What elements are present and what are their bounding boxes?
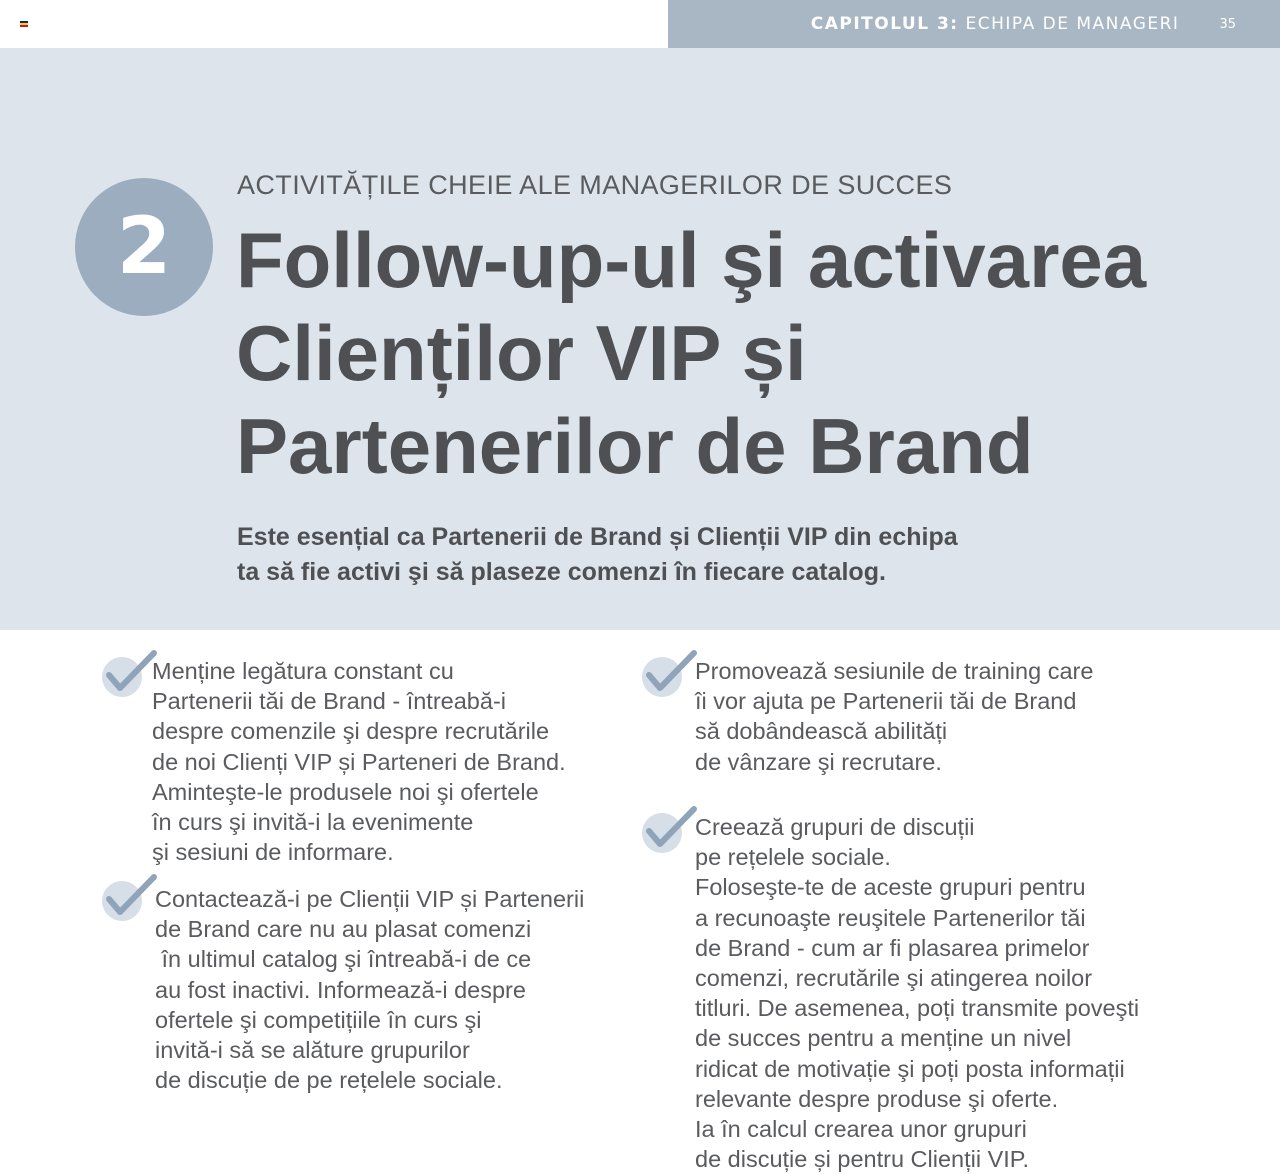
item-line: şi sesiuni de informare. (152, 839, 394, 866)
item-line: Creează grupuri de discuții (695, 814, 975, 840)
item-line: a recunoaşte reuşitele Partenerilor tăi (695, 904, 1086, 931)
title-line: Partenerilor de Brand (236, 402, 1034, 490)
item-line: ridicat de motivație şi poți posta informații (695, 1055, 1125, 1082)
item-line: Promovează sesiunile de training care (695, 658, 1094, 684)
item-line: să dobândească abilități (695, 718, 948, 745)
list-item (695, 656, 1093, 777)
item-line: invită-i să se alăture grupurilor (155, 1037, 470, 1064)
checkmark-icon (100, 874, 158, 926)
item-line: Foloseşte-te de aceste grupuri pentru (695, 874, 1086, 901)
list-item (695, 812, 1139, 1174)
item-line: pe rețelele sociale. (695, 844, 891, 871)
item-line: de discuție de pe rețelele sociale. (155, 1067, 503, 1094)
section-kicker: ACTIVITĂȚILE CHEIE ALE MANAGERILOR DE SUCCES (237, 170, 953, 200)
lead-line: Este esențial ca Partenerii de Brand și Clienții VIP din echipa (237, 523, 958, 551)
lead-line: ta să fie activi şi să plaseze comenzi în fiecare catalog. (237, 558, 886, 586)
flag-stripe-red (20, 25, 28, 27)
checkmark-icon (640, 650, 698, 702)
item-line: titluri. De asemenea, poți transmite poveşti (695, 995, 1140, 1022)
item-line: au fost inactivi. Informează-i despre (155, 976, 526, 1003)
item-line: de noi Clienți VIP și Parteneri de Brand. (152, 748, 566, 775)
page-title (236, 214, 1236, 493)
item-line: de succes pentru a menține un nivel (695, 1025, 1072, 1052)
item-line: îi vor ajuta pe Partenerii tăi de Brand (695, 688, 1077, 715)
hero-section (0, 48, 1280, 630)
chapter-title: ECHIPA DE MANAGERI (965, 14, 1180, 34)
page-number: 35 (1219, 16, 1236, 32)
item-line: în ultimul catalog şi întreabă-i de ce (155, 946, 532, 973)
item-line: de Brand care nu au plasat comenzi (155, 916, 532, 943)
checkmark-icon (100, 650, 158, 702)
item-line: Menține legătura constant cu (152, 658, 454, 684)
chapter-heading (811, 14, 1180, 34)
title-line: Follow-up-ul şi activarea (236, 216, 1147, 304)
step-number-badge: 2 (75, 178, 213, 316)
chapter-label: CAPITOLUL 3: (810, 14, 959, 34)
item-line: Partenerii tăi de Brand - întreabă-i (152, 688, 506, 715)
item-line: relevante despre produse şi oferte. (695, 1085, 1059, 1112)
item-line: în curs şi invită-i la evenimente (152, 809, 474, 836)
item-line: ofertele şi competițiile în curs şi (155, 1006, 482, 1033)
list-item (155, 884, 584, 1095)
chapter-header (668, 0, 1280, 48)
romania-flag-icon (20, 21, 28, 27)
item-line: Ia în calcul crearea unor grupuri (695, 1116, 1027, 1143)
list-item (152, 656, 566, 867)
checkmark-icon (640, 806, 698, 858)
item-line: de vânzare şi recrutare. (695, 748, 942, 775)
item-line: Aminteşte-le produsele noi şi ofertele (152, 778, 539, 805)
item-line: de Brand - cum ar fi plasarea primelor (695, 934, 1090, 961)
item-line: despre comenzile şi despre recrutările (152, 718, 550, 745)
lead-paragraph (237, 520, 1037, 590)
title-line: Clienților VIP și (236, 309, 807, 397)
item-line: comenzi, recrutările şi atingerea noilor (695, 965, 1093, 992)
item-line: de discuție și pentru Clienții VIP. (695, 1146, 1029, 1173)
item-line: Contactează-i pe Clienții VIP și Partenerii (155, 886, 585, 912)
